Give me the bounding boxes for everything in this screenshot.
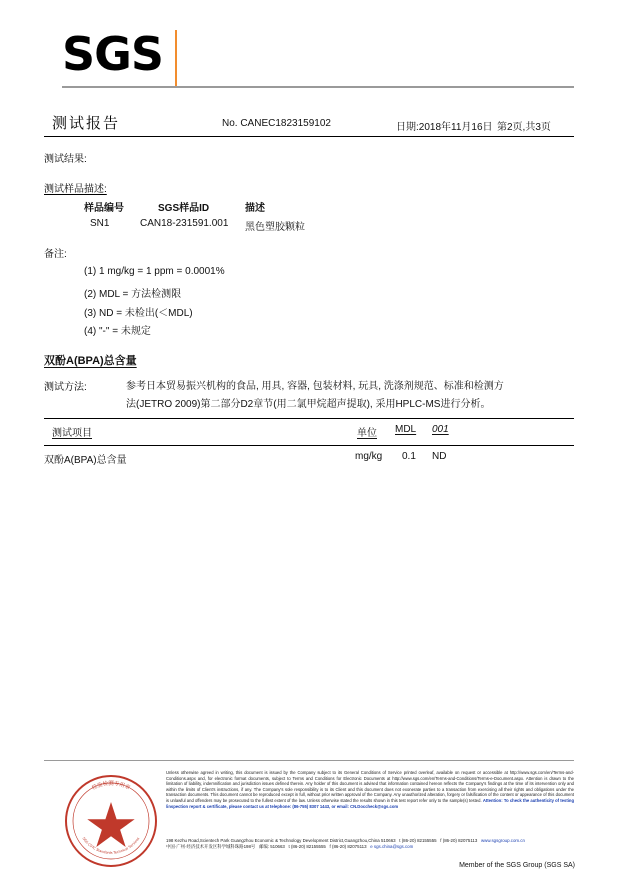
- result-col-header-sample: 001: [432, 424, 449, 435]
- legal-auth-line: Attention: To check the authenticity of testing /inspection report & certificate, please contact us at telephone: (86-755) 8307 1443, or email: CN.Doccheck@sgs.com: [166, 797, 575, 809]
- svg-text:SGS-CSTC Standards Technical S: SGS-CSTC Standards Technical Services: [81, 836, 141, 855]
- method-text-line2: 法(JETRO 2009)第二部分D2章节(用二氯甲烷超声提取), 采用HPLC-MS进行分析。: [126, 399, 491, 410]
- note-item: (4) "-" = 未规定: [84, 326, 151, 337]
- method-text-line1: 参考日本贸易振兴机构的食品, 用具, 容器, 包装材料, 玩具, 洗涤剂规范、标准和检测方: [126, 381, 504, 392]
- results-label: 测试结果:: [44, 154, 87, 165]
- address-cn-tel: t (86-20) 82155555: [288, 844, 326, 849]
- sample-row-no: SN1: [90, 218, 110, 229]
- notes-label: 备注:: [44, 249, 67, 260]
- sample-col-header-id: SGS样品ID: [158, 203, 210, 214]
- sample-col-header-no: 样品编号: [84, 203, 124, 214]
- result-col-header-mdl: MDL: [395, 424, 417, 435]
- address-cn-zip: 邮编: 510663: [258, 844, 285, 849]
- address-cn-mail[interactable]: e sgs.china@sgs.com: [370, 844, 414, 849]
- footer-legal-text: [166, 770, 574, 809]
- result-row-unit: mg/kg: [355, 451, 383, 462]
- report-date: 日期:2018年11月16日: [396, 122, 493, 133]
- sample-description-label: 测试样品描述:: [44, 184, 107, 195]
- address-web[interactable]: www.sgsgroup.com.cn: [481, 838, 525, 843]
- result-table-top-rule: [44, 418, 574, 419]
- method-label: 测试方法:: [44, 382, 87, 393]
- address-fax: f (86-20) 82075113: [440, 838, 478, 843]
- sample-row-desc: 黑色塑胶颗粒: [245, 222, 305, 233]
- result-col-header-unit: 单位: [357, 428, 377, 439]
- result-row-value: ND: [432, 451, 447, 462]
- address-cn-fax: f (86-20) 82075113: [329, 844, 367, 849]
- sample-col-header-desc: 描述: [245, 203, 265, 214]
- footer-address: [166, 838, 574, 850]
- header-rule: [44, 136, 574, 137]
- sgs-logo-text: SGS: [62, 27, 164, 81]
- result-table-bottom-rule: [44, 445, 574, 446]
- legal-paragraph: Unless otherwise agreed in writing, this document is issued by the Company subject to its General Conditions of Service printed overleaf, available on request or accessible at http://www.sgs.com/en/Terms-and-Conditions.aspx and, for electronic format documents, subject to Terms and Conditions for Electronic Documents at http://www.sgs.com/en/Terms-and-Conditions/Terms-e-Document.aspx. Attention is drawn to the limitation of liability, indemnification and jurisdiction issues defined therein. Any holder of this document is advised that information contained hereon reflects the Company's findings at the time of its intervention only and within the limits of Client's instructions, if any. The Company's sole responsibility is to its Client and this document does not exonerate parties to a transaction from exercising all their rights and obligations under the transaction documents. This document cannot be reproduced except in full, without prior written approval of the Company. Any unauthorized alteration, forgery or falsification of the content or appearance of this document is unlawful and offenders may be prosecuted to the fullest extent of the law. Unless otherwise stated the results shown in this test report refer only to the sample(s) tested.: [166, 770, 574, 803]
- report-number: No. CANEC1823159102: [222, 118, 331, 129]
- svg-text:检验检测专用章: 检验检测专用章: [91, 781, 131, 792]
- sample-row-id: CAN18-231591.001: [140, 218, 229, 229]
- footer-divider: [44, 760, 574, 761]
- logo-accent-bar: [175, 30, 177, 86]
- result-col-header-item: 测试项目: [52, 428, 92, 439]
- page-title: 测试报告: [52, 115, 121, 132]
- sgs-logo: [62, 28, 182, 88]
- address-tel: t (86-20) 82155555: [399, 838, 437, 843]
- address-cn: 中国·广州·经济技术开发区科学城科珠路198号: [166, 844, 256, 849]
- header-divider: [62, 86, 574, 88]
- note-item: (3) ND = 未检出(＜MDL): [84, 308, 193, 319]
- address-en: 198 Kezhu Road,Scientech Park Guangzhou Economic & Technology Development District,Guangzhou,China 510663: [166, 838, 396, 843]
- result-row-item: 双酚A(BPA)总含量: [44, 455, 127, 466]
- company-stamp: [62, 772, 160, 870]
- result-row-mdl: 0.1: [402, 451, 416, 462]
- note-item: (1) 1 mg/kg = 1 ppm = 0.0001%: [84, 266, 225, 277]
- section-heading: 双酚A(BPA)总含量: [44, 355, 137, 367]
- note-item: (2) MDL = 方法检测限: [84, 289, 182, 300]
- page-indicator: 第2页,共3页: [497, 122, 551, 133]
- member-line: Member of the SGS Group (SGS SA): [459, 862, 575, 869]
